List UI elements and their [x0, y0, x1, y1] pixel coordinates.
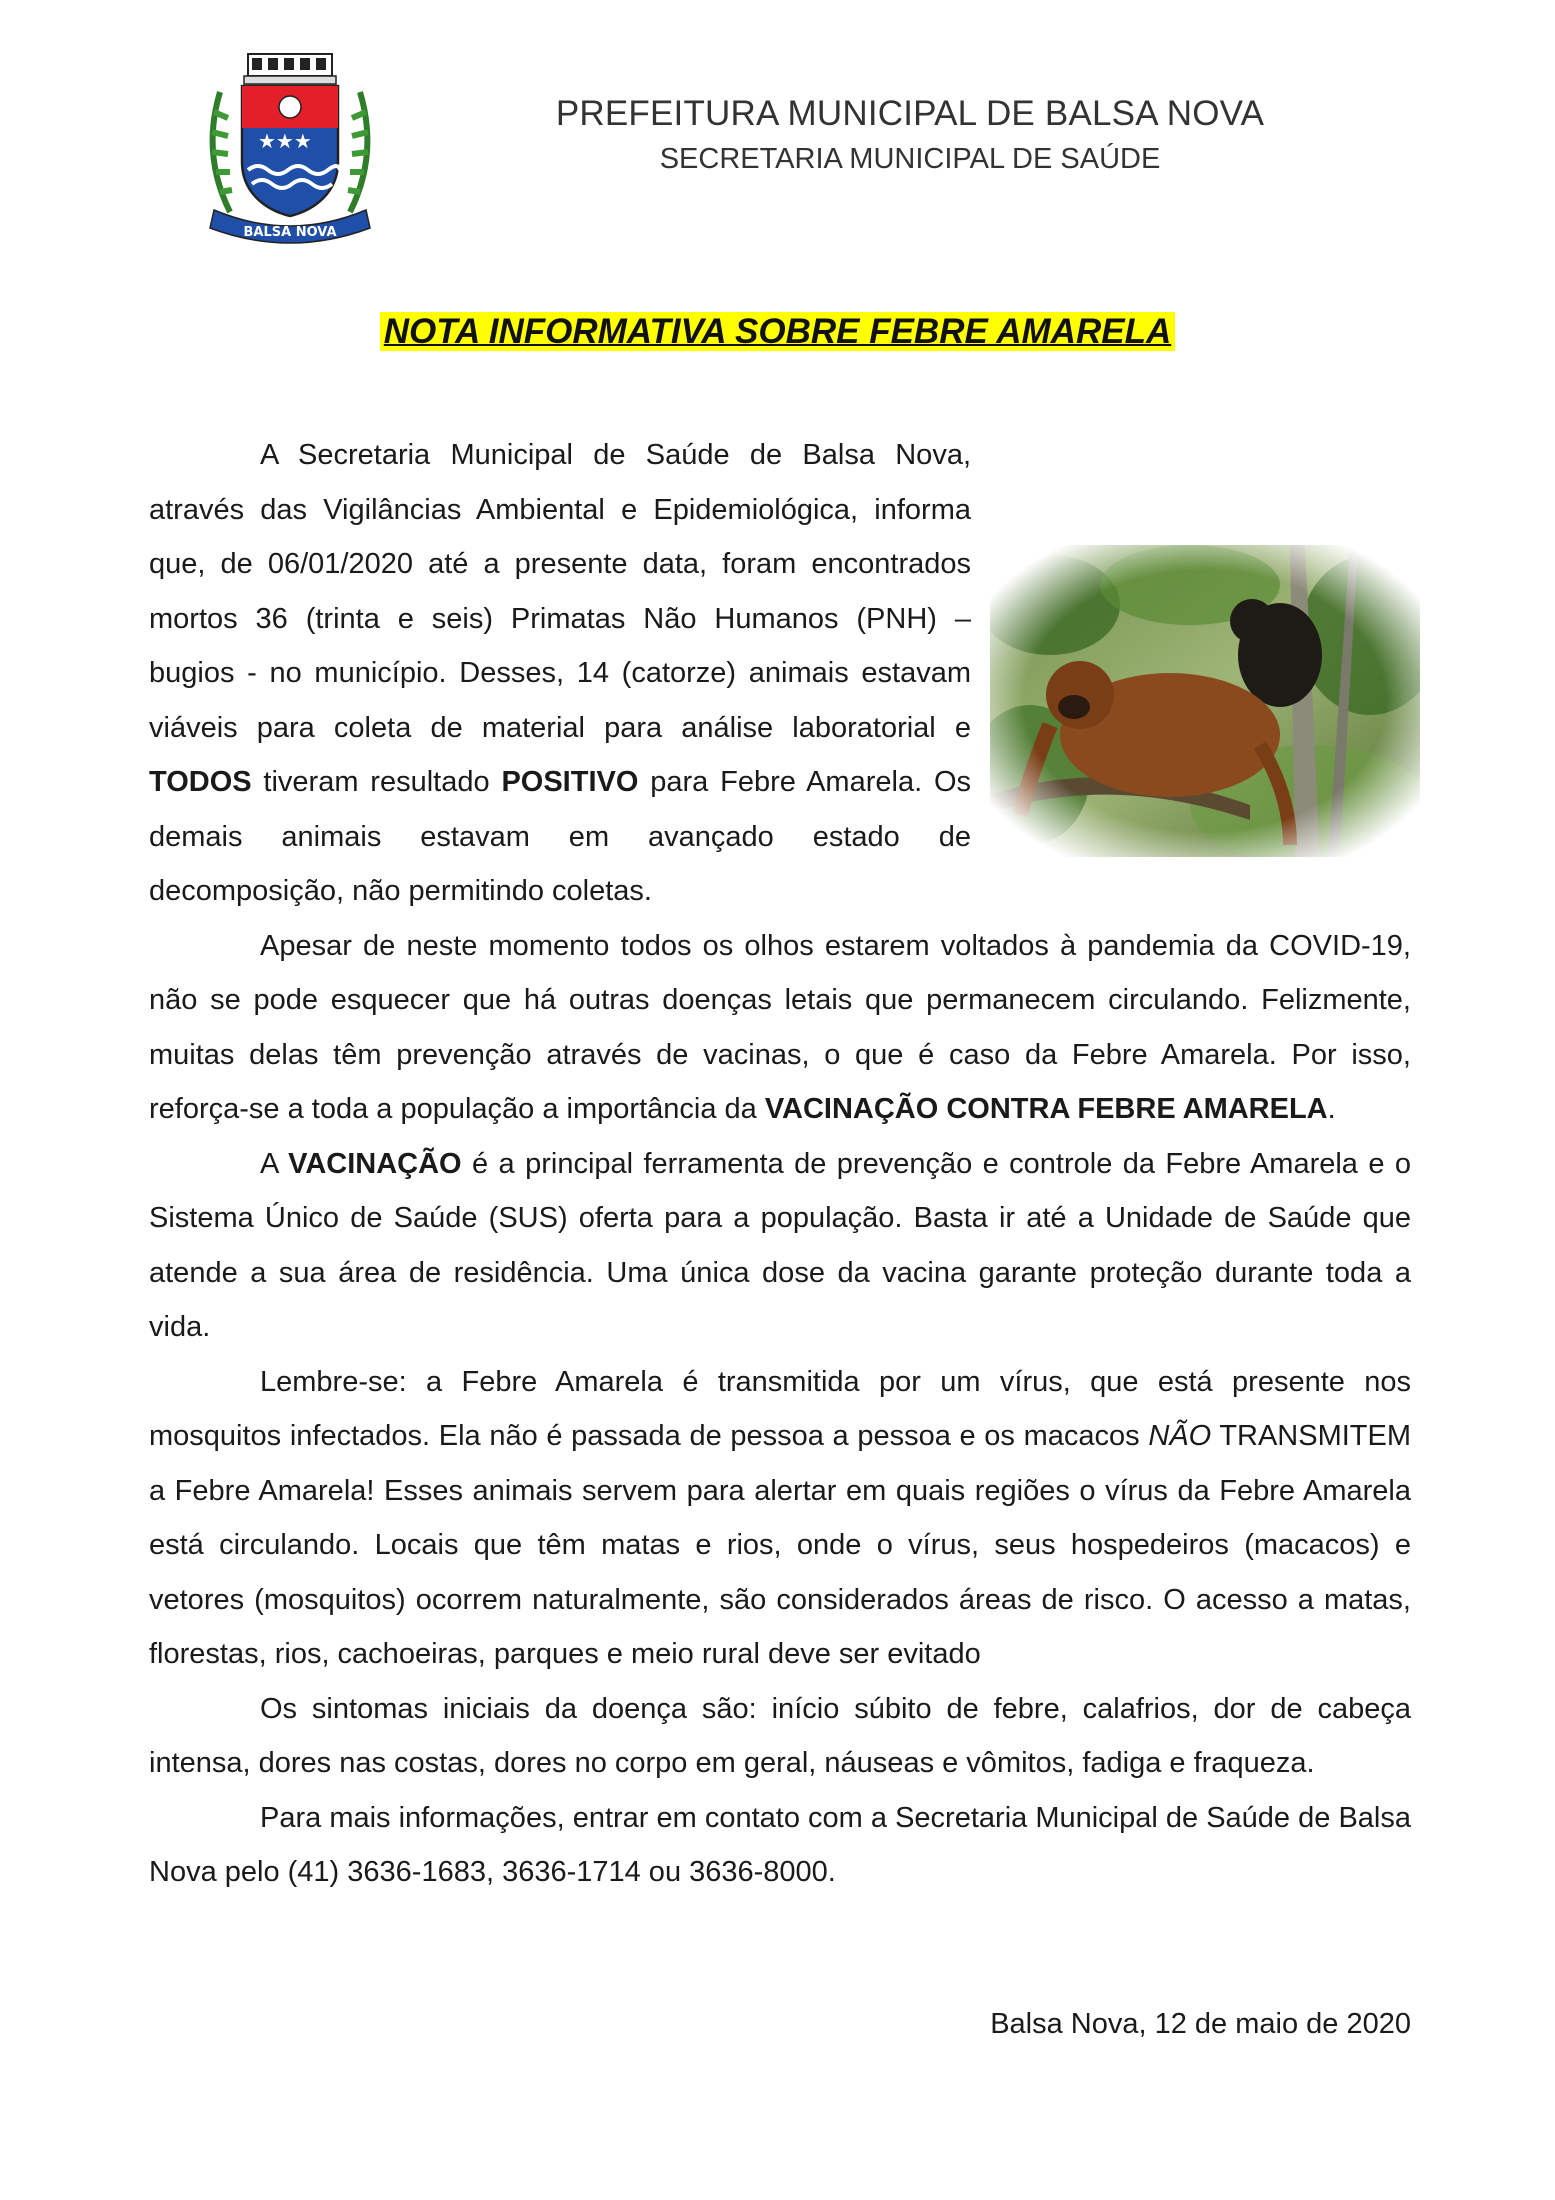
paragraph-3: A VACINAÇÃO é a principal ferramenta de prevenção e controle da Febre Amarela e o Sistema Único de Saúde (SUS) oferta para a população. Basta ir até a Unidade de Saúde que atende a sua área de residência. Uma única dose da vacina garante proteção durante toda a vida. — [149, 1147, 1411, 1343]
paragraph-4: Lembre-se: a Febre Amarela é transmitida por um vírus, que está presente nos mosquitos infectados. Ela não é passada de pessoa a pessoa e os macacos NÃO TRANSMITEM a Febre Amarela! Esses animais servem para alertar em quais regiões o vírus da Febre Amarela está circulando. Locais que têm matas e rios, onde o vírus, seus hospedeiros (macacos) e vetores (mosquitos) ocorrem naturalmente, são considerados áreas de risco. O acesso a matas, florestas, rios, cachoeiras, parques e meio rural deve ser evitado — [149, 1365, 1412, 1670]
document-title: NOTA INFORMATIVA SOBRE FEBRE AMARELA — [0, 312, 1555, 352]
paragraph-2: Apesar de neste momento todos os olhos estarem voltados à pandemia da COVID-19, não se pode esquecer que há outras doenças letais que permanecem circulando. Felizmente, muitas delas têm prevenção através de vacinas, o que é caso da Febre Amarela. Por isso, reforça-se a toda a população a importância da VACINAÇÃO CONTRA FEBRE AMARELA. — [149, 929, 1411, 1125]
svg-text:BALSA NOVA: BALSA NOVA — [243, 225, 337, 240]
paragraph-5: Os sintomas iniciais da doença são: início súbito de febre, calafrios, dor de cabeça intensa, dores nas costas, dores no corpo em geral, náuseas e vômitos, fadiga e fraqueza. — [149, 1692, 1411, 1779]
howler-monkeys-photo-icon — [990, 545, 1420, 857]
date-line: Balsa Nova, 12 de maio de 2020 — [990, 2008, 1411, 2040]
paragraph-6: Para mais informações, entrar em contato com a Secretaria Municipal de Saúde de Balsa Nova pelo (41) 3636-1683, 3636-1714 ou 3636-8000. — [149, 1801, 1411, 1888]
department-name: SECRETARIA MUNICIPAL DE SAÚDE — [659, 143, 1161, 175]
paragraph-1: A Secretaria Municipal de Saúde de Balsa Nova, através das Vigilâncias Ambiental e Epidemiológica, informa que, de 06/01/2020 até a presente data, foram encontrados mortos 36 (trinta e seis) Primatas Não Humanos (PNH) – bugios - no município. Desses, 14 (catorze) animais estavam viáveis para coleta de material para análise laboratorial e TODOS tiveram resultado POSITIVO para Febre Amarela. Os demais animais estavam em avançado estado de decomposição, não permitindo coletas. — [149, 428, 1411, 919]
coat-of-arms-icon — [200, 52, 380, 252]
svg-text:★★★: ★★★ — [258, 129, 312, 153]
institution-name: PREFEITURA MUNICIPAL DE BALSA NOVA — [555, 94, 1265, 133]
header — [430, 92, 1390, 178]
